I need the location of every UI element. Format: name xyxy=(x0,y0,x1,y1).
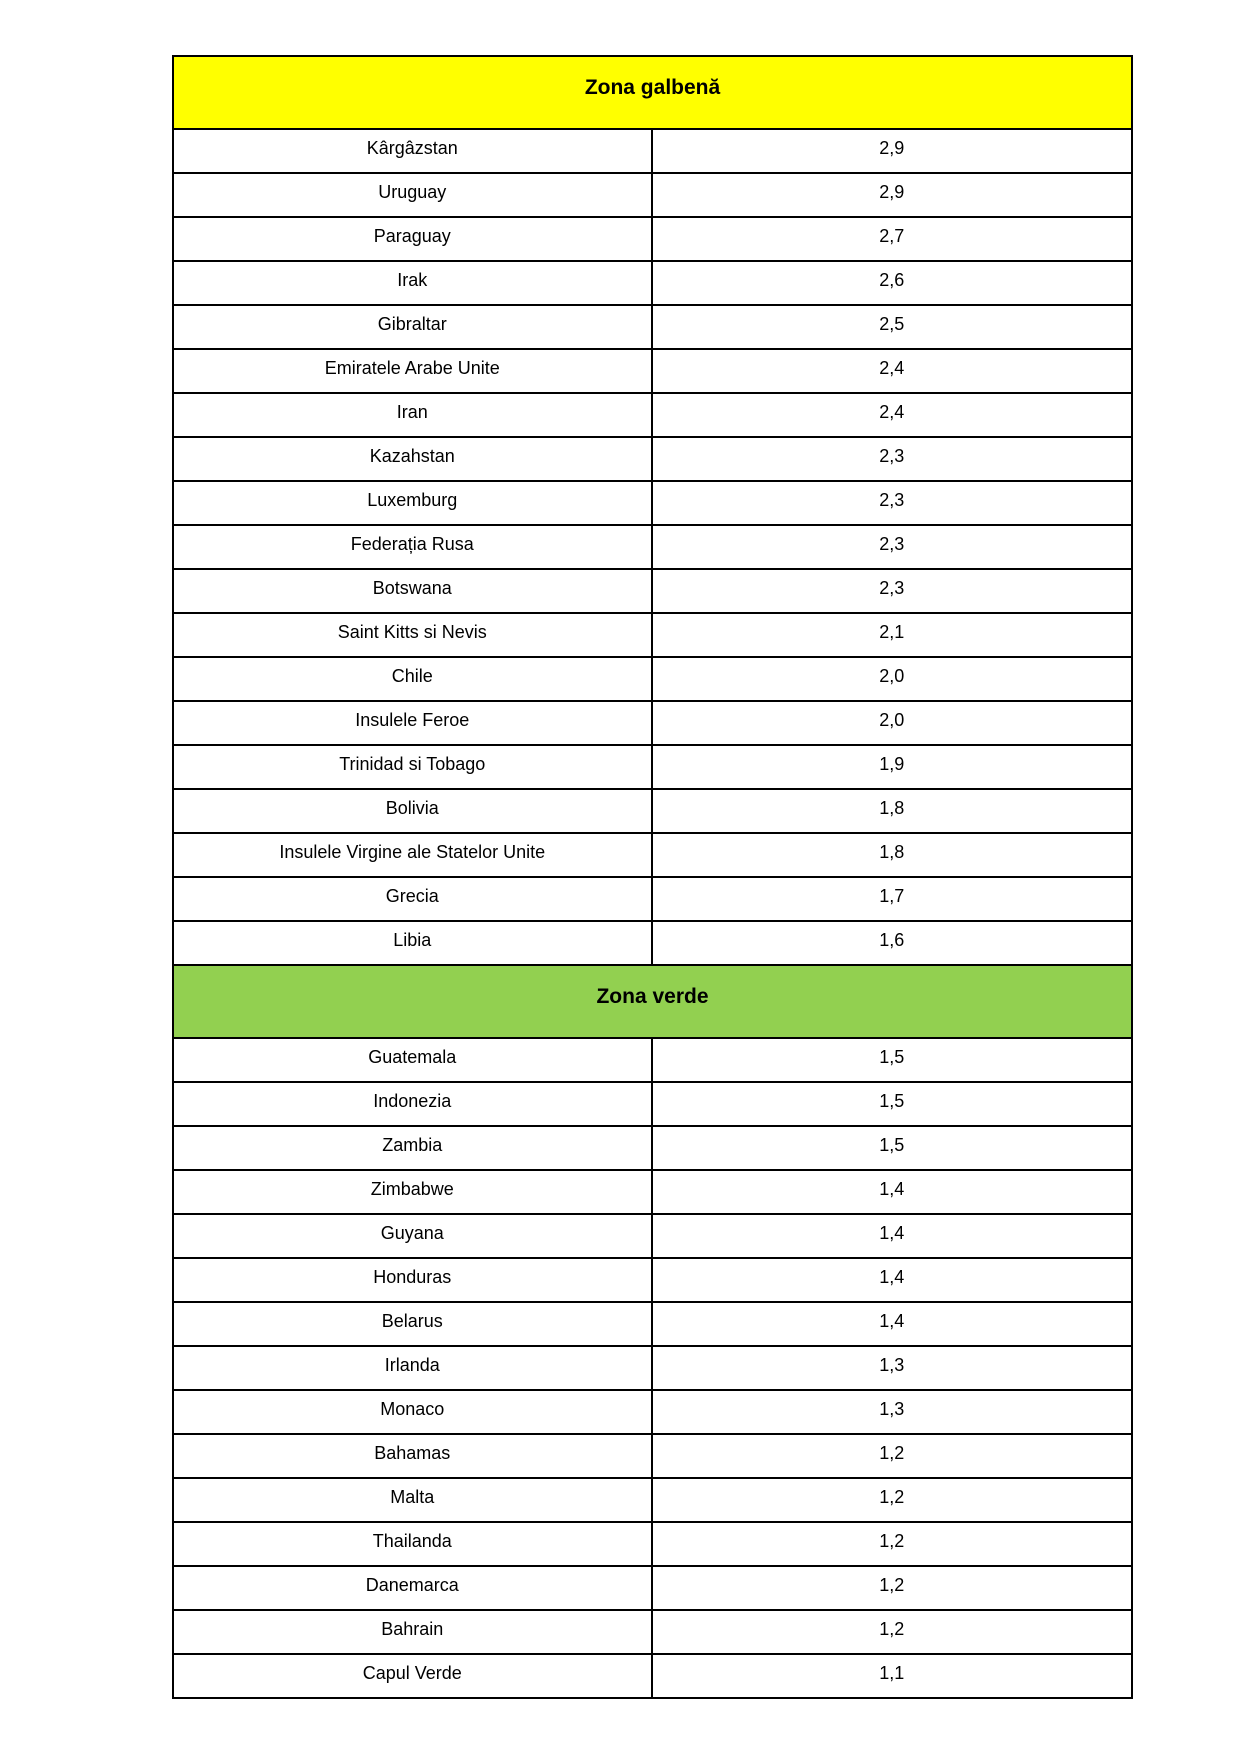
value-cell: 1,9 xyxy=(879,754,905,774)
table-row xyxy=(174,1301,1131,1345)
table-row xyxy=(174,1477,1131,1521)
table-row xyxy=(174,348,1131,392)
table-row xyxy=(174,524,1131,568)
country-cell: Kârgâzstan xyxy=(174,130,653,172)
value-cell: 1,8 xyxy=(879,842,905,862)
country-cell: Grecia xyxy=(174,878,653,920)
value-cell: 1,2 xyxy=(879,1575,905,1595)
value-cell: 2,9 xyxy=(879,138,905,158)
country-cell: Bahrain xyxy=(174,1611,653,1653)
table-row xyxy=(174,700,1131,744)
country-cell: Uruguay xyxy=(174,174,653,216)
value-cell: 2,1 xyxy=(879,622,905,642)
table-row xyxy=(174,304,1131,348)
value-cell: 2,7 xyxy=(879,226,905,246)
country-cell: Paraguay xyxy=(174,218,653,260)
value-cell: 1,2 xyxy=(879,1619,905,1639)
table-row xyxy=(174,1257,1131,1301)
value-cell: 1,8 xyxy=(879,798,905,818)
value-cell: 2,4 xyxy=(879,358,905,378)
section-header-zona-verde xyxy=(174,964,1131,1037)
table-row xyxy=(174,920,1131,964)
table-row xyxy=(174,260,1131,304)
value-cell: 2,3 xyxy=(879,578,905,598)
country-cell: Zambia xyxy=(174,1127,653,1169)
value-cell: 2,9 xyxy=(879,182,905,202)
table-row xyxy=(174,216,1131,260)
table-row xyxy=(174,1169,1131,1213)
table-row xyxy=(174,656,1131,700)
table-row xyxy=(174,1037,1131,1081)
country-cell: Luxemburg xyxy=(174,482,653,524)
country-cell: Saint Kitts si Nevis xyxy=(174,614,653,656)
value-cell: 1,3 xyxy=(879,1355,905,1375)
value-cell: 2,3 xyxy=(879,490,905,510)
value-cell: 1,2 xyxy=(879,1443,905,1463)
country-cell: Danemarca xyxy=(174,1567,653,1609)
value-cell: 1,4 xyxy=(879,1223,905,1243)
table-row xyxy=(174,128,1131,172)
table-row xyxy=(174,876,1131,920)
value-cell: 1,3 xyxy=(879,1399,905,1419)
country-cell: Guatemala xyxy=(174,1039,653,1081)
country-cell: Malta xyxy=(174,1479,653,1521)
country-cell: Insulele Feroe xyxy=(174,702,653,744)
zones-table xyxy=(172,55,1133,1699)
value-cell: 2,6 xyxy=(879,270,905,290)
country-cell: Irlanda xyxy=(174,1347,653,1389)
table-row xyxy=(174,1433,1131,1477)
country-cell: Trinidad si Tobago xyxy=(174,746,653,788)
value-cell: 2,4 xyxy=(879,402,905,422)
country-cell: Irak xyxy=(174,262,653,304)
country-cell: Iran xyxy=(174,394,653,436)
table-row xyxy=(174,1653,1131,1697)
country-cell: Emiratele Arabe Unite xyxy=(174,350,653,392)
table-row xyxy=(174,1565,1131,1609)
value-cell: 1,5 xyxy=(879,1091,905,1111)
country-cell: Botswana xyxy=(174,570,653,612)
country-cell: Libia xyxy=(174,922,653,964)
country-cell: Chile xyxy=(174,658,653,700)
table-row xyxy=(174,1521,1131,1565)
country-cell: Bahamas xyxy=(174,1435,653,1477)
country-cell: Zimbabwe xyxy=(174,1171,653,1213)
table-row xyxy=(174,1081,1131,1125)
table-row xyxy=(174,392,1131,436)
country-cell: Honduras xyxy=(174,1259,653,1301)
value-cell: 2,0 xyxy=(879,666,905,686)
value-cell: 1,7 xyxy=(879,886,905,906)
country-cell: Indonezia xyxy=(174,1083,653,1125)
table-row xyxy=(174,1125,1131,1169)
table-row xyxy=(174,172,1131,216)
country-cell: Kazahstan xyxy=(174,438,653,480)
table-row xyxy=(174,612,1131,656)
value-cell: 1,2 xyxy=(879,1487,905,1507)
value-cell: 1,5 xyxy=(879,1047,905,1067)
section-header-zona-galbena xyxy=(174,57,1131,128)
value-cell: 1,6 xyxy=(879,930,905,950)
table-row xyxy=(174,1609,1131,1653)
country-cell: Thailanda xyxy=(174,1523,653,1565)
country-cell: Guyana xyxy=(174,1215,653,1257)
country-cell: Gibraltar xyxy=(174,306,653,348)
value-cell: 1,1 xyxy=(879,1663,905,1683)
value-cell: 1,4 xyxy=(879,1311,905,1331)
table-row xyxy=(174,436,1131,480)
country-cell: Monaco xyxy=(174,1391,653,1433)
table-row xyxy=(174,788,1131,832)
section-header-label: Zona verde xyxy=(596,984,709,1008)
country-cell: Federația Rusa xyxy=(174,526,653,568)
value-cell: 2,0 xyxy=(879,710,905,730)
country-cell: Capul Verde xyxy=(174,1655,653,1697)
table-row xyxy=(174,480,1131,524)
value-cell: 2,3 xyxy=(879,446,905,466)
section-header-label: Zona galbenă xyxy=(584,75,721,99)
value-cell: 1,2 xyxy=(879,1531,905,1551)
value-cell: 2,5 xyxy=(879,314,905,334)
table-row xyxy=(174,744,1131,788)
table-row xyxy=(174,1213,1131,1257)
table-row xyxy=(174,1345,1131,1389)
value-cell: 1,4 xyxy=(879,1179,905,1199)
country-cell: Bolivia xyxy=(174,790,653,832)
country-cell: Belarus xyxy=(174,1303,653,1345)
country-cell: Insulele Virgine ale Statelor Unite xyxy=(174,834,653,876)
table-row xyxy=(174,832,1131,876)
value-cell: 2,3 xyxy=(879,534,905,554)
table-row xyxy=(174,568,1131,612)
value-cell: 1,4 xyxy=(879,1267,905,1287)
table-row xyxy=(174,1389,1131,1433)
value-cell: 1,5 xyxy=(879,1135,905,1155)
